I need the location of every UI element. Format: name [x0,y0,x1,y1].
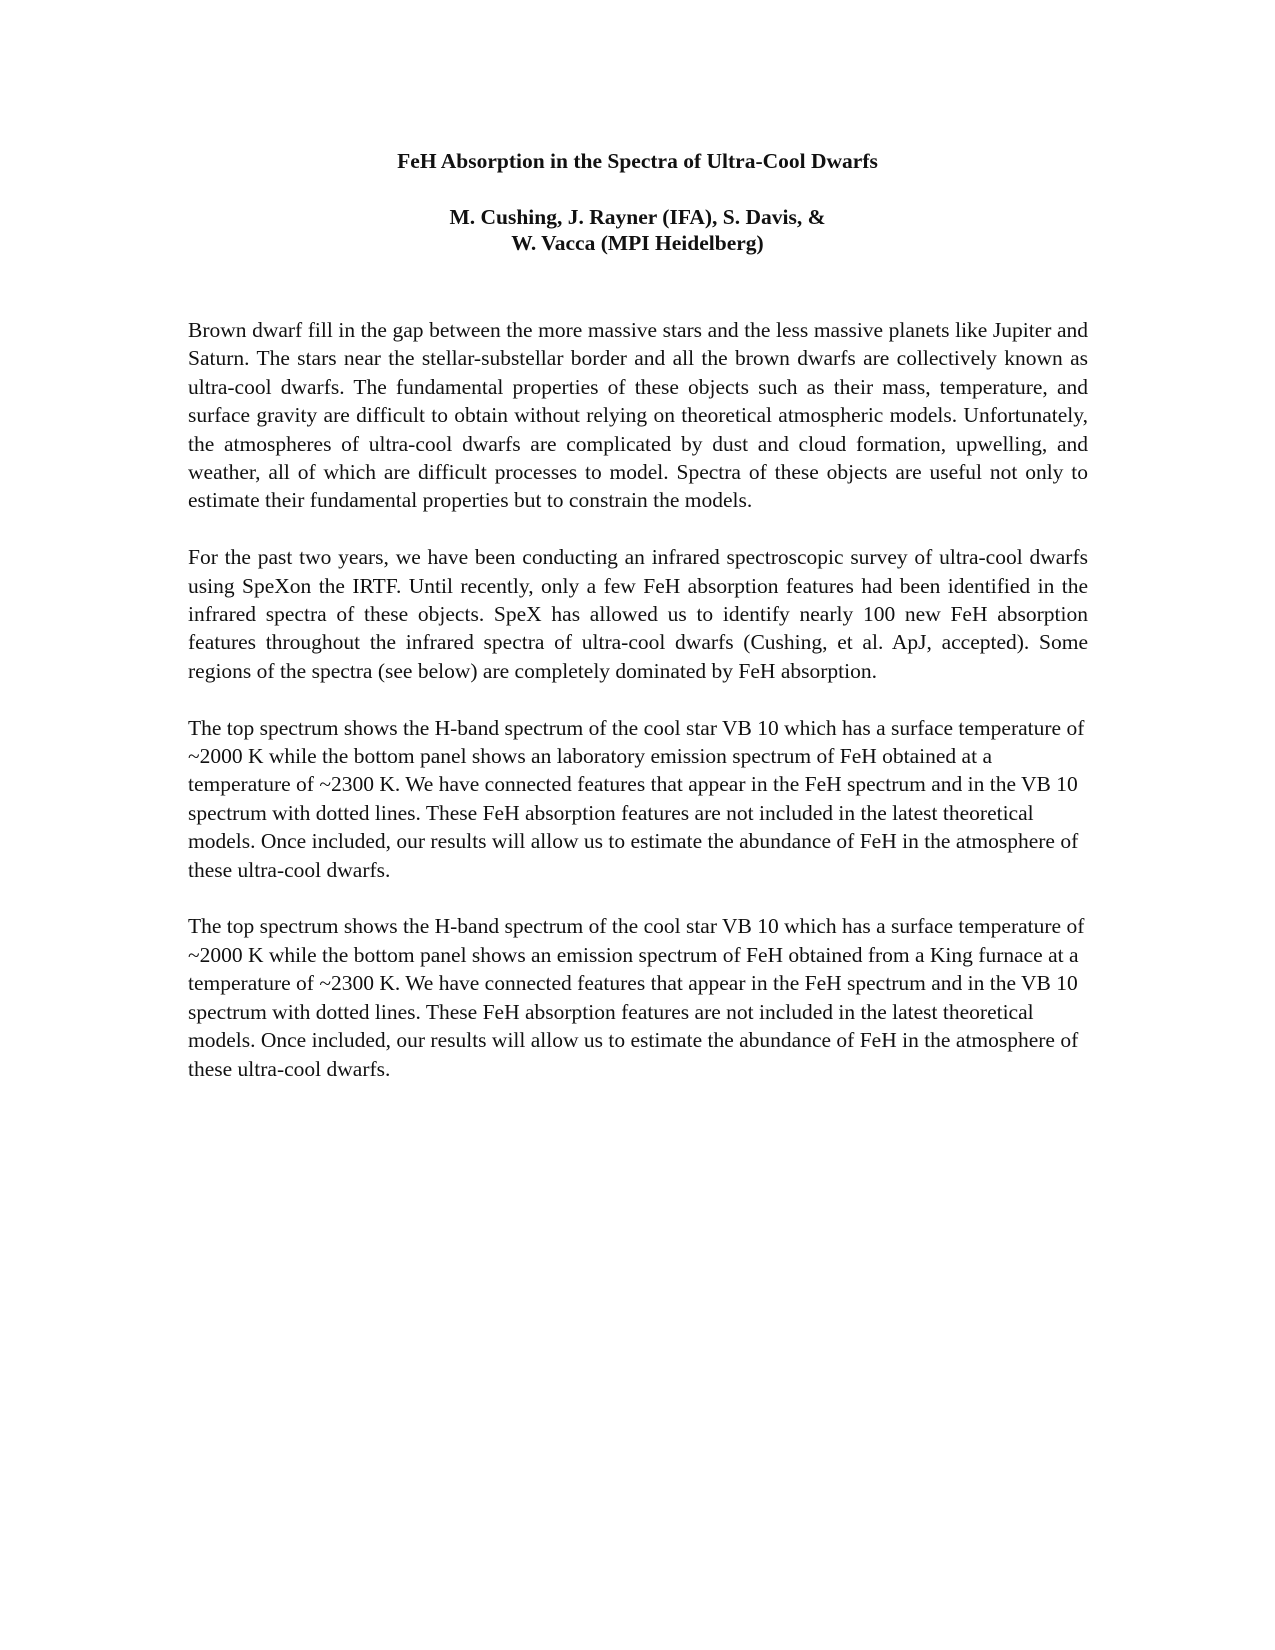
author-block [0,204,1275,256]
author-line-2: W. Vacca (MPI Heidelberg) [511,231,764,255]
paragraph-spectrum-description: The top spectrum shows the H-band spectrum of the cool star VB 10 which has a surface temperature of ~2000 K while the bottom panel shows an laboratory emission spectrum of FeH obtained at a temperature of ~2300 K. We have connected features that appear in the FeH spectrum and in the VB 10 spectrum with dotted lines. These FeH absorption features are not included in the latest theoretical models. Once included, our results will allow us to estimate the abundance of FeH in the atmosphere of these ultra-cool dwarfs. [188,715,1085,882]
document-title: FeH Absorption in the Spectra of Ultra-Cool Dwarfs [397,149,878,173]
paragraph-spectrum-description-king-furnace: The top spectrum shows the H-band spectrum of the cool star VB 10 which has a surface temperature of ~2000 K while the bottom panel shows an emission spectrum of FeH obtained from a King furnace at a temperature of ~2300 K. We have connected features that appear in the FeH spectrum and in the VB 10 spectrum with dotted lines. These FeH absorption features are not included in the latest theoretical models. Once included, our results will allow us to estimate the abundance of FeH in the atmosphere of these ultra-cool dwarfs. [188,914,1085,1081]
paragraph-survey: For the past two years, we have been conducting an infrared spectroscopic survey of ultra-cool dwarfs using SpeXon the IRTF. Until recently, only a few FeH absorption features had been identified in the infrared spectra of these objects. SpeX has allowed us to identify nearly 100 new FeH absorption features throughout the infrared spectra of ultra-cool dwarfs (Cushing, et al. ApJ, accepted). Some regions of the spectra (see below) are completely dominated by FeH absorption. [188,545,1088,683]
author-line-1: M. Cushing, J. Rayner (IFA), S. Davis, & [449,205,826,229]
paragraph-brown-dwarfs: Brown dwarf fill in the gap between the more massive stars and the less massive planets like Jupiter and Saturn. The stars near the stellar-substellar border and all the brown dwarfs are collectively known as ultra-cool dwarfs. The fundamental properties of these objects such as their mass, temperature, and surface gravity are difficult to obtain without relying on theoretical atmospheric models. Unfortunately, the atmospheres of ultra-cool dwarfs are complicated by dust and cloud formation, upwelling, and weather, all of which are difficult processes to model. Spectra of these objects are useful not only to estimate their fundamental properties but to constrain the models. [188,318,1088,513]
document-body [188,316,1088,1111]
